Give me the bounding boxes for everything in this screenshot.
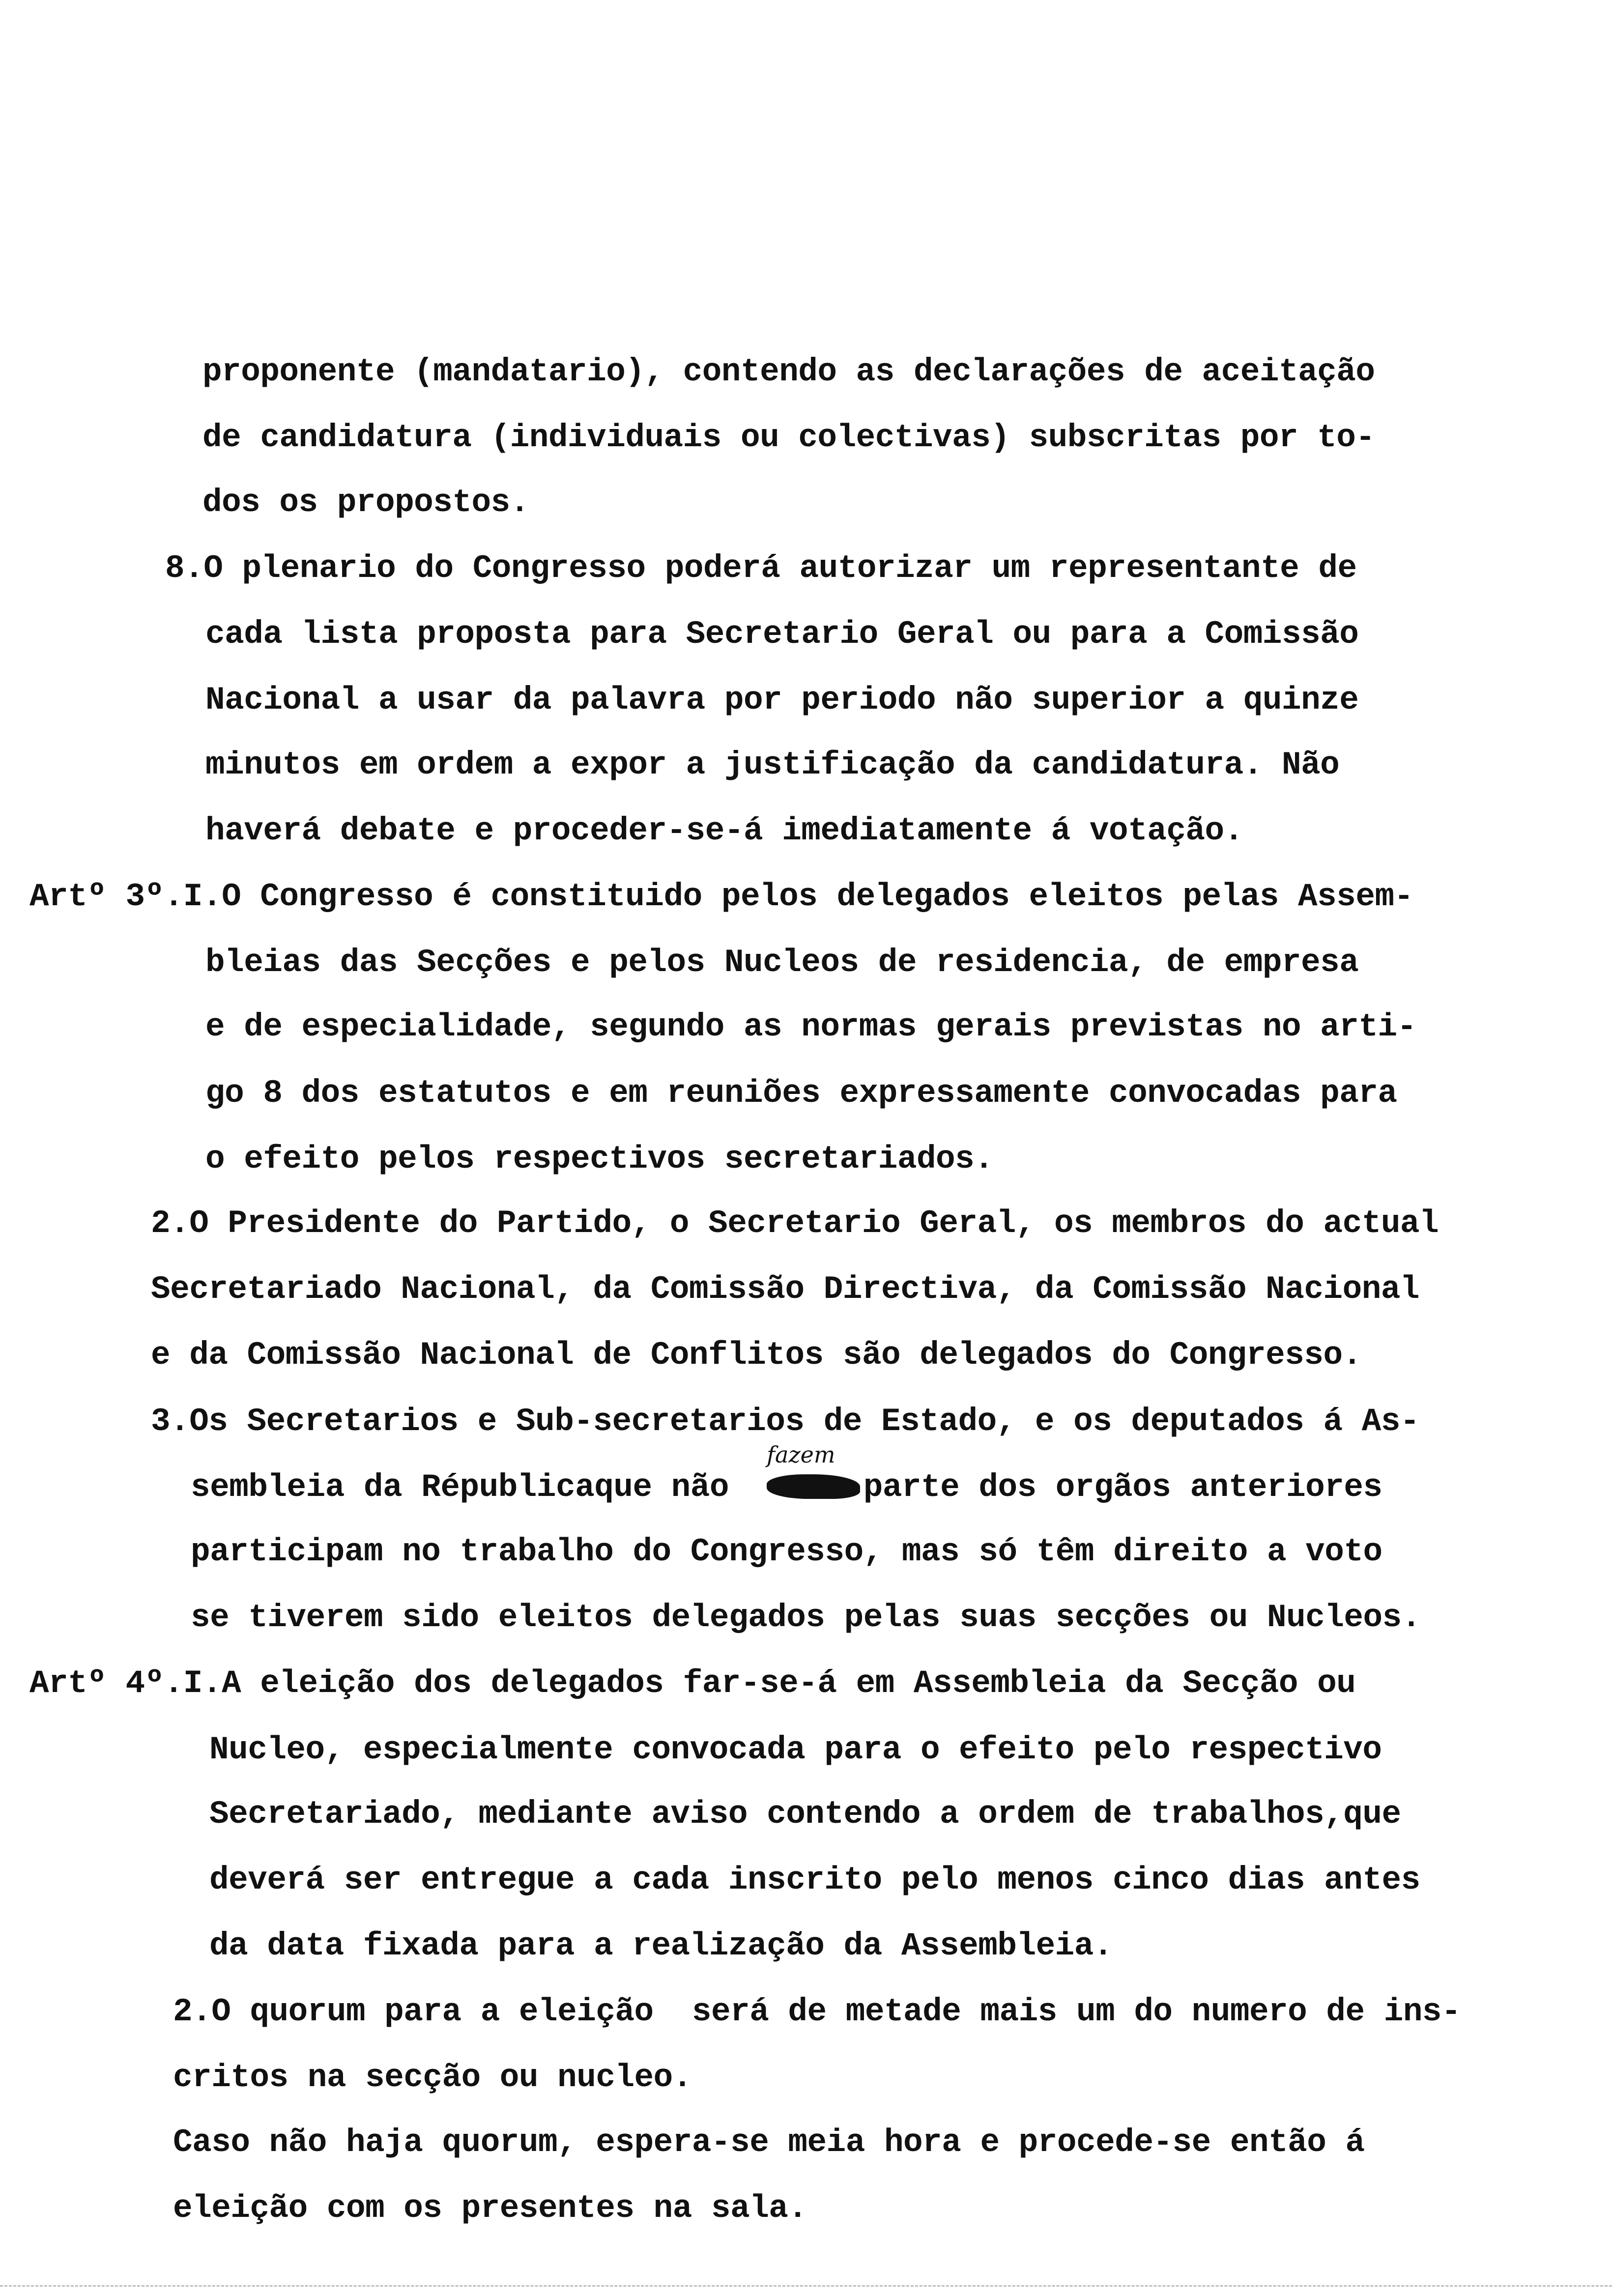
text-line: de candidatura (individuais ou colectivas) subscritas por to- [202,419,1375,456]
text-line: 3.Os Secretarios e Sub-secretarios de Estado, e os deputados á As- [151,1403,1420,1440]
text-line: deverá ser entregue a cada inscrito pelo menos cinco dias antes [209,1862,1420,1898]
text-line: sembleia da Républicaque não parte dos orgãos anteriores [191,1469,1382,1506]
text-line: Artº 3º.I.O Congresso é constituido pelos delegados eleitos pelas Assem- [29,878,1413,915]
text-line: dos os propostos. [202,484,529,521]
text-line: Secretariado, mediante aviso contendo a ordem de trabalhos,que [209,1796,1401,1833]
text-line: bleias das Secções e pelos Nucleos de residencia, de empresa [205,944,1359,981]
text-line: se tiverem sido eleitos delegados pelas suas secções ou Nucleos. [191,1599,1421,1636]
text-line: cada lista proposta para Secretario Geral ou para a Comissão [205,616,1359,653]
text-line: e da Comissão Nacional de Conflitos são delegados do Congresso. [151,1337,1362,1374]
page-edge [0,2285,1612,2288]
text-line: haverá debate e proceder-se-á imediatamente á votação. [205,812,1243,849]
text-line: minutos em ordem a expor a justificação da candidatura. Não [205,746,1340,783]
text-line: 8.O plenario do Congresso poderá autorizar um representante de [165,550,1357,587]
text-line: da data fixada para a realização da Assembleia. [209,1927,1113,1964]
text-line: participam no trabalho do Congresso, mas só têm direito a voto [191,1533,1382,1570]
text-line: Nacional a usar da palavra por periodo não superior a quinze [205,682,1359,718]
text-line: eleição com os presentes na sala. [173,2190,807,2227]
text-line: proponente (mandatario), contendo as declarações de aceitação [202,353,1375,390]
text-line: 2.O Presidente do Partido, o Secretario Geral, os membros do actual [151,1205,1439,1242]
text-line: Nucleo, especialmente convocada para o efeito pelo respectivo [209,1731,1382,1768]
text-line: Secretariado Nacional, da Comissão Directiva, da Comissão Nacional [151,1271,1420,1308]
text-line: Artº 4º.I.A eleição dos delegados far-se-á em Assembleia da Secção ou [29,1665,1356,1702]
text-line: o efeito pelos respectivos secretariados. [205,1141,994,1177]
text-line: e de especialidade, segundo as normas gerais previstas no arti- [205,1008,1416,1045]
text-line: critos na secção ou nucleo. [173,2059,692,2096]
text-line: Caso não haja quorum, espera-se meia hora e procede-se então á [173,2124,1365,2161]
text-line: go 8 dos estatutos e em reuniões expressamente convocadas para [205,1075,1397,1112]
handwritten-correction: fazem [767,1441,835,1468]
text-line: 2.O quorum para a eleição será de metade mais um do numero de ins- [173,1993,1461,2030]
